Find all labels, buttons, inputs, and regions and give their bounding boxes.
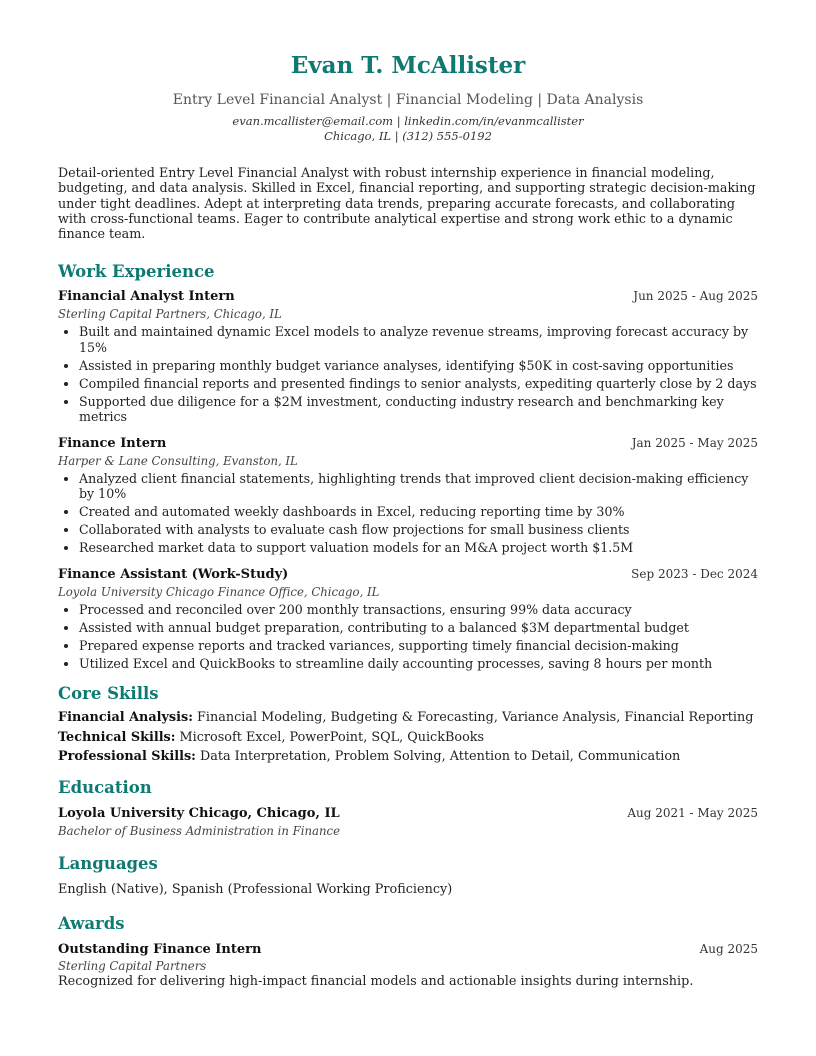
skill-row <box>58 749 758 765</box>
award-entry <box>58 942 758 990</box>
headline: Entry Level Financial Analyst | Financial Modeling | Data Analysis <box>172 92 644 108</box>
award-name: Outstanding Finance Intern <box>58 942 262 958</box>
summary: Detail-oriented Entry Level Financial Analyst with robust internship experience in financial modeling, budgeting, and data analysis. Skilled in Excel, financial reporting, and supporting strategic decision-making under tight deadlines. Adept at interpreting data trends, preparing accurate forecasts, and collaborating with cross-functional teams. Eager to contribute analytical expertise and strong work ethic to a dynamic finance team. <box>58 165 756 242</box>
bullet-item: • Compiled financial reports and presented findings to senior analysts, expediting quarterly close by 2 days <box>79 376 758 392</box>
job-bullets <box>58 471 758 556</box>
award-date: Aug 2025 <box>699 942 758 957</box>
bullet-item: • Utilized Excel and QuickBooks to streamline daily accounting processes, saving 8 hours per month <box>79 656 758 672</box>
bullet-item: • Built and maintained dynamic Excel models to analyze revenue streams, improving forecast accuracy by 15% <box>79 324 758 355</box>
job-dates: Jun 2025 - Aug 2025 <box>633 289 758 304</box>
bullet-item: • Created and automated weekly dashboards in Excel, reducing reporting time by 30% <box>79 504 758 520</box>
education-entry <box>58 806 758 839</box>
bullet-item: • Supported due diligence for a $2M investment, conducting industry research and benchmarking key metrics <box>79 394 758 425</box>
job-entry <box>58 289 758 425</box>
candidate-name: Evan T. McAllister <box>290 52 526 79</box>
degree: Bachelor of Business Administration in Finance <box>58 824 340 839</box>
job-title: Finance Intern <box>58 435 167 451</box>
section-title-education: Education <box>58 778 152 798</box>
job-organization: Harper & Lane Consulting, Evanston, IL <box>58 453 298 468</box>
job-organization: Sterling Capital Partners, Chicago, IL <box>58 307 282 322</box>
award-description: Recognized for delivering high-impact financial models and actionable insights during internship. <box>58 974 694 990</box>
skill-label: Technical Skills: <box>58 729 176 745</box>
bullet-item: • Researched market data to support valuation models for an M&A project worth $1.5M <box>79 540 758 556</box>
bullet-item: • Analyzed client financial statements, highlighting trends that improved client decision-making efficiency by 10% <box>79 471 758 502</box>
languages-text: English (Native), Spanish (Professional Working Proficiency) <box>58 882 453 898</box>
skill-row <box>58 730 758 746</box>
bullet-item: • Assisted in preparing monthly budget variance analyses, identifying $50K in cost-saving opportunities <box>79 358 758 374</box>
job-organization: Loyola University Chicago Finance Office, Chicago, IL <box>58 584 380 599</box>
job-dates: Jan 2025 - May 2025 <box>631 435 758 450</box>
award-organization: Sterling Capital Partners <box>58 959 207 974</box>
skill-label: Professional Skills: <box>58 749 196 765</box>
section-title-skills: Core Skills <box>58 684 159 704</box>
school-name: Loyola University Chicago, Chicago, IL <box>58 806 340 822</box>
bullet-item: • Prepared expense reports and tracked variances, supporting timely financial decision-making <box>79 638 758 654</box>
job-dates: Sep 2023 - Dec 2024 <box>631 566 758 581</box>
skill-row <box>58 710 758 726</box>
section-title-awards: Awards <box>58 914 125 934</box>
education-dates: Aug 2021 - May 2025 <box>627 806 758 821</box>
bullet-item: • Collaborated with analysts to evaluate cash flow projections for small business clients <box>79 522 758 538</box>
job-entry <box>58 567 758 672</box>
contact-location-phone: Chicago, IL | (312) 555-0192 <box>324 129 492 143</box>
skill-value: Data Interpretation, Problem Solving, Attention to Detail, Communication <box>195 749 681 765</box>
skill-value: Financial Modeling, Budgeting & Forecasting, Variance Analysis, Financial Reporting <box>192 710 754 726</box>
job-bullets <box>58 324 758 425</box>
job-title: Finance Assistant (Work-Study) <box>58 566 289 582</box>
section-title-experience: Work Experience <box>58 262 215 282</box>
job-bullets <box>58 602 758 672</box>
section-title-languages: Languages <box>58 854 158 874</box>
contact-email-linkedin: evan.mcallister@email.com | linkedin.com/in/evanmcallister <box>232 114 584 128</box>
job-entry <box>58 436 758 556</box>
bullet-item: • Assisted with annual budget preparation, contributing to a balanced $3M departmental budget <box>79 620 758 636</box>
skills-list <box>58 710 758 765</box>
skill-value: Microsoft Excel, PowerPoint, SQL, QuickBooks <box>175 729 485 745</box>
bullet-item: • Processed and reconciled over 200 monthly transactions, ensuring 99% data accuracy <box>79 602 758 618</box>
skill-label: Financial Analysis: <box>58 710 193 726</box>
job-title: Financial Analyst Intern <box>58 289 235 305</box>
